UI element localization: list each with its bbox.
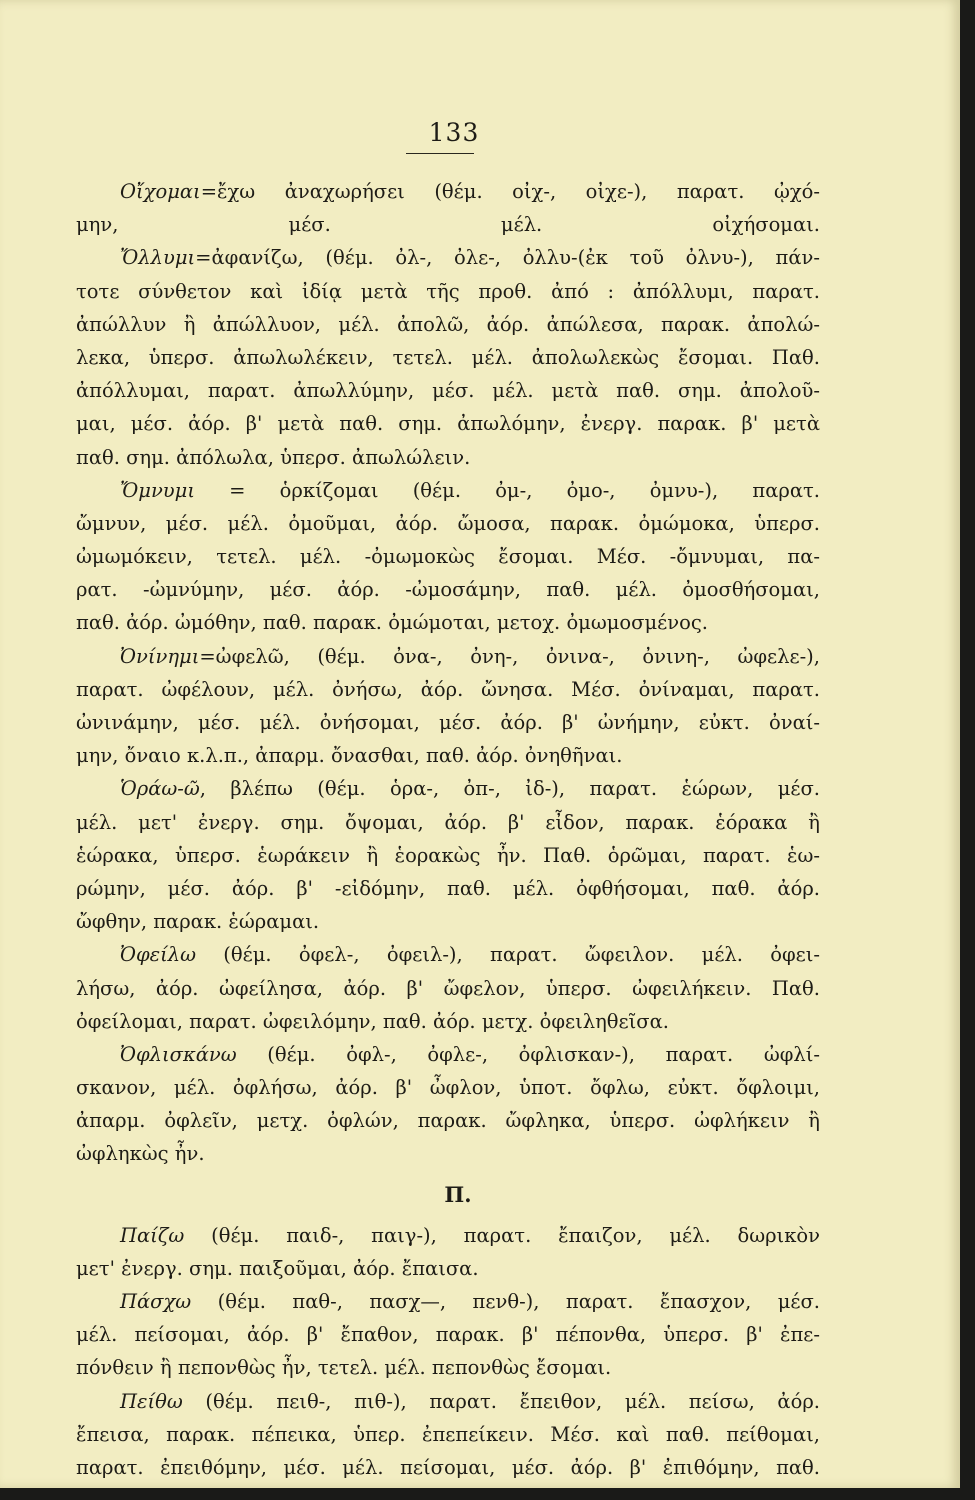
- line-text: =ὠφελῶ, (θέμ. ὀνα-, ὀνη-, ὀνινα-, ὀνινη-, ὠφελε-),: [199, 644, 820, 668]
- line-text: ὤμνυν, μέσ. μέλ. ὀμοῦμαι, ἀόρ. ὤμοσα, παρακ. ὀμώμοκα, ὑπερσ.: [76, 511, 820, 535]
- headword: Πάσχω: [120, 1290, 192, 1313]
- entry-first-line: [76, 1285, 820, 1318]
- line-text: ρώμην, μέσ. ἀόρ. β' -εἰδόμην, παθ. μέλ. ὀφθήσομαι, παθ. ἀόρ.: [76, 876, 820, 900]
- page-number-rule: [406, 153, 474, 154]
- line-text: πόνθειν ἢ πεπονθὼς ἦν, τετελ. μέλ. πεπονθὼς ἔσομαι.: [76, 1356, 612, 1380]
- section-heading: Π.: [444, 1181, 472, 1207]
- text-line: [76, 208, 820, 241]
- entry-first-line: [76, 640, 820, 673]
- line-text: (θέμ. ὀφλ-, ὀφλε-, ὀφλισκαν-), παρατ. ὠφλί-: [236, 1042, 820, 1066]
- text-line: [76, 441, 820, 474]
- headword: Ὄμνυμι: [120, 478, 195, 502]
- headword: Ὀφείλω: [120, 943, 197, 967]
- headword: Ὁράω-ῶ: [120, 777, 200, 801]
- text-line: [76, 540, 820, 573]
- line-text: παρατ. ὠφέλουν, μέλ. ὀνήσω, ἀόρ. ὤνησα. Μέσ. ὀνίναμαι, παρατ.: [76, 677, 820, 701]
- line-text: ἑώρακα, ὑπερσ. ἑωράκειν ἢ ἑορακὼς ἦν. Παθ. ὁρῶμαι, παρατ. ἑω-: [76, 843, 820, 867]
- line-text: μην, μέσ. μέλ. οἰχήσομαι.: [76, 213, 820, 237]
- line-text: μετ' ἐνεργ. σημ. παιξοῦμαι, ἀόρ. ἔπαισα.: [76, 1256, 479, 1280]
- line-text: (θέμ. παιδ-, παιγ-), παρατ. ἔπαιζον, μέλ. δωρικὸν: [184, 1223, 820, 1247]
- text-line: [76, 972, 820, 1005]
- entry-first-line: [76, 1038, 820, 1071]
- text-line: [76, 706, 820, 739]
- entry-first-line: [76, 772, 820, 805]
- text-line: [76, 374, 820, 407]
- headword: Ὀφλισκάνω: [120, 1042, 237, 1066]
- text-line: [76, 1351, 820, 1384]
- text-line: [76, 673, 820, 706]
- headword: Παίζω: [120, 1223, 185, 1247]
- body-text: [76, 175, 820, 1484]
- text-line: [76, 1104, 820, 1137]
- text-line: [76, 308, 820, 341]
- line-text: παρατ. ἐπειθόμην, μέσ. μέλ. πείσομαι, μέσ. ἀόρ. β' ἐπιθόμην, παθ.: [76, 1455, 820, 1479]
- text-line: [76, 1005, 820, 1038]
- line-text: ὠφληκὼς ἦν.: [76, 1142, 205, 1166]
- page-number: 133: [428, 118, 480, 147]
- text-line: [76, 1451, 820, 1484]
- entry-first-line: [76, 1219, 820, 1252]
- entry-first-line: [76, 1385, 820, 1418]
- line-text: λήσω, ἀόρ. ὠφείλησα, ἀόρ. β' ὤφελον, ὑπερσ. ὠφειλήκειν. Παθ.: [76, 976, 820, 1000]
- line-text: σκανον, μέλ. ὀφλήσω, ἀόρ. β' ὦφλον, ὑποτ. ὄφλω, εὐκτ. ὄφλοιμι,: [76, 1076, 820, 1100]
- line-text: ὀφείλομαι, παρατ. ὠφειλόμην, παθ. ἀόρ. μετχ. ὀφειληθεῖσα.: [76, 1009, 669, 1033]
- text-line: [76, 507, 820, 540]
- text-line: [76, 1318, 820, 1351]
- text-line: [76, 341, 820, 374]
- line-text: ἔπεισα, παρακ. πέπεικα, ὑπερ. ἐπεπείκειν. Μέσ. καὶ παθ. πείθομαι,: [76, 1422, 820, 1446]
- text-line: [76, 806, 820, 839]
- line-text: ἀπαρμ. ὀφλεῖν, μετχ. ὀφλών, παρακ. ὤφληκα, ὑπερσ. ὠφλήκειν ἢ: [76, 1109, 820, 1133]
- line-text: = ὁρκίζομαι (θέμ. ὀμ-, ὀμο-, ὀμνυ-), παρατ.: [194, 478, 820, 502]
- line-text: μέλ. πείσομαι, ἀόρ. β' ἔπαθον, παρακ. β' πέπονθα, ὑπερσ. β' ἐπε-: [76, 1323, 820, 1347]
- entry-first-line: [76, 175, 820, 208]
- line-text: ὠμωμόκειν, τετελ. μέλ. -ὀμωμοκὼς ἔσομαι. Μέσ. -ὄμνυμαι, πα-: [76, 545, 820, 569]
- text-line: [76, 1071, 820, 1104]
- line-text: =ἔχω ἀναχωρήσει (θέμ. οἰχ-, οἰχε-), παρατ. ᾠχό-: [200, 180, 820, 203]
- line-text: ἀπώλλυν ἢ ἀπώλλυον, μέλ. ἀπολῶ, ἀόρ. ἀπώλεσα, παρακ. ἀπολώ-: [76, 312, 820, 336]
- entry-first-line: [76, 241, 820, 274]
- line-text: (θέμ. πειθ-, πιθ-), παρατ. ἔπειθον, μέλ. πείσω, ἀόρ.: [182, 1389, 820, 1413]
- line-text: ὠνινάμην, μέσ. μέλ. ὀνήσομαι, μέσ. ἀόρ. β' ὠνήμην, εὐκτ. ὀναί-: [76, 711, 820, 734]
- line-text: , βλέπω (θέμ. ὁρα-, ὀπ-, ἰδ-), παρατ. ἑώρων, μέσ.: [199, 777, 820, 801]
- text-line: [76, 739, 820, 772]
- line-text: μαι, μέσ. ἀόρ. β' μετὰ παθ. σημ. ἀπωλόμην, ἐνεργ. παρακ. β' μετὰ: [76, 412, 820, 436]
- text-line: [76, 1418, 820, 1451]
- line-text: τοτε σύνθετον καὶ ἰδίᾳ μετὰ τῆς προθ. ἀπό : ἀπόλλυμι, παρατ.: [76, 279, 820, 303]
- text-line: [76, 839, 820, 872]
- headword: Ὄλλυμι: [120, 246, 196, 270]
- text-line: [76, 905, 820, 938]
- line-text: παθ. σημ. ἀπόλωλα, ὑπερσ. ἀπωλώλειν.: [76, 445, 471, 469]
- text-line: [76, 1137, 820, 1170]
- text-line: [76, 573, 820, 606]
- line-text: παθ. ἀόρ. ὠμόθην, παθ. παρακ. ὀμώμοται, μετοχ. ὀμωμοσμένος.: [76, 611, 708, 635]
- text-line: [76, 1252, 820, 1285]
- entry-first-line: [76, 938, 820, 971]
- entry-first-line: [76, 474, 820, 507]
- line-text: =ἀφανίζω, (θέμ. ὀλ-, ὀλε-, ὀλλυ-(ἐκ τοῦ ὀλνυ-), πάν-: [195, 246, 820, 270]
- text-line: [76, 872, 820, 905]
- headword: Πείθω: [120, 1389, 183, 1413]
- line-text: μέλ. μετ' ἐνεργ. σημ. ὄψομαι, ἀόρ. β' εἶδον, παρακ. ἑόρακα ἢ: [76, 810, 820, 834]
- headword: Οἴχομαι: [120, 180, 201, 203]
- line-text: ὤφθην, παρακ. ἑώραμαι.: [76, 910, 320, 934]
- line-text: ρατ. -ὠμνύμην, μέσ. ἀόρ. -ὠμοσάμην, παθ. μέλ. ὀμοσθήσομαι,: [76, 578, 820, 602]
- text-line: [76, 407, 820, 440]
- line-text: λεκα, ὑπερσ. ἀπωλωλέκειν, τετελ. μέλ. ἀπολωλεκὼς ἔσομαι. Παθ.: [76, 345, 820, 369]
- line-text: (θέμ. παθ-, πασχ—, πενθ-), παρατ. ἔπασχον, μέσ.: [191, 1290, 820, 1313]
- line-text: (θέμ. ὀφελ-, ὀφειλ-), παρατ. ὤφειλον. μέλ. ὀφει-: [196, 943, 820, 967]
- line-text: μην, ὄναιο κ.λ.π., ἀπαρμ. ὄνασθαι, παθ. ἀόρ. ὀνηθῆναι.: [76, 744, 623, 768]
- text-line: [76, 275, 820, 308]
- line-text: ἀπόλλυμαι, παρατ. ἀπωλλύμην, μέσ. μέλ. μετὰ παθ. σημ. ἀπολοῦ-: [76, 379, 820, 403]
- text-line: [76, 606, 820, 639]
- headword: Ὀνίνημι: [120, 644, 200, 668]
